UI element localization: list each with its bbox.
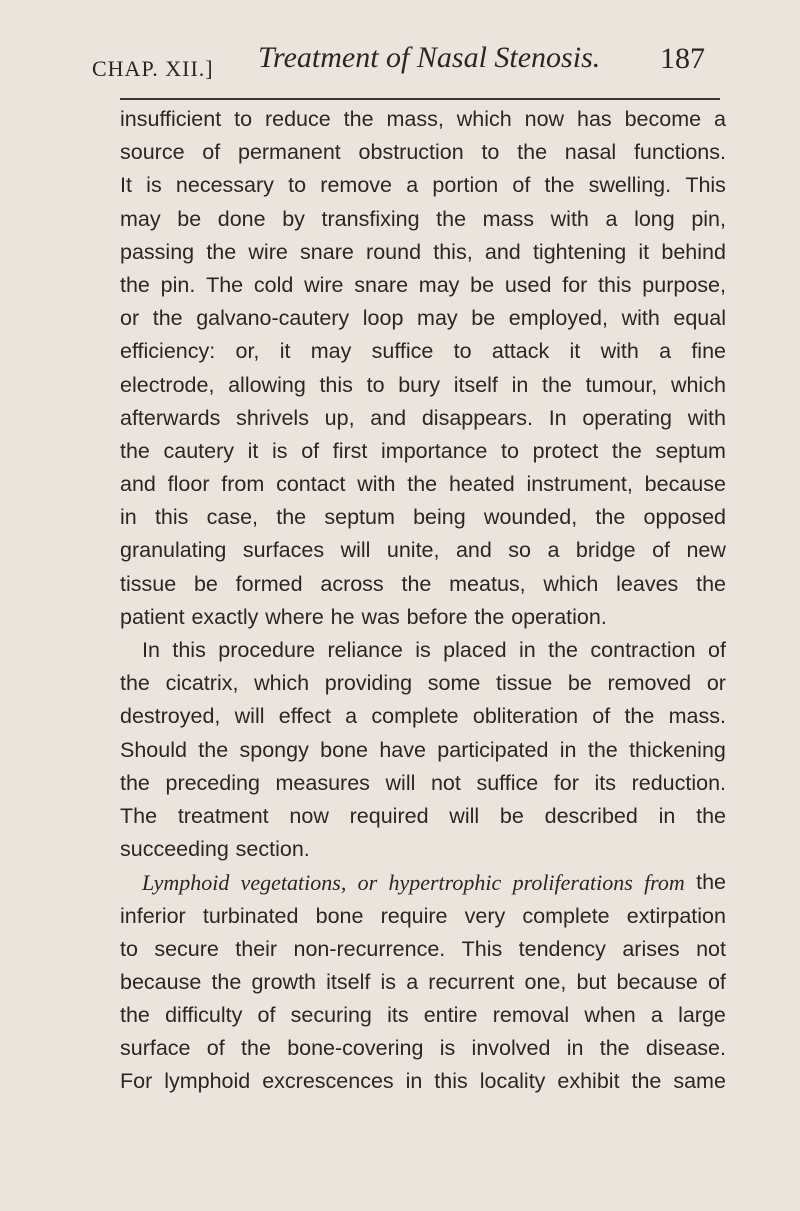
text-line: tissue be formed across the meatus, which leaves the [120, 571, 726, 596]
text-line: For lymphoid excrescences in this locality exhibit the same [120, 1069, 726, 1094]
text-line: efficiency: or, it may suffice to attack it with a fine [120, 339, 726, 364]
text-line: the difficulty of securing its entire removal when a large [120, 1003, 726, 1028]
text-line: the pin. The cold wire snare may be used for this purpose, [120, 272, 726, 297]
text-line: the cautery it is of first importance to protect the septum [120, 438, 726, 463]
text-line: Should the spongy bone have participated in the thickening [120, 737, 726, 762]
text-line: or the galvano-cautery loop may be employed, with equal [120, 306, 726, 331]
running-title: Treatment of Nasal Stenosis. [258, 41, 601, 74]
text-line: granulating surfaces will unite, and so a bridge of new [120, 538, 726, 563]
text-line: to secure their non-recurrence. This tendency arises not [120, 936, 726, 961]
page-number: 187 [660, 42, 705, 75]
text-line: because the growth itself is a recurrent one, but because of [120, 969, 726, 994]
text-line: patient exactly where he was before the operation. [120, 604, 607, 629]
running-head [92, 38, 732, 88]
text-line: It is necessary to remove a portion of the swelling. This [120, 173, 726, 198]
text-line: passing the wire snare round this, and tightening it behind [120, 239, 726, 264]
text-line: surface of the bone-covering is involved in the disease. [120, 1036, 726, 1061]
text-line: The treatment now required will be described in the [120, 803, 726, 828]
text-line: afterwards shrivels up, and disappears. In operating with [120, 405, 726, 430]
text-line: the preceding measures will not suffice for its reduction. [120, 770, 726, 795]
chapter-label: CHAP. XII.] [92, 56, 214, 81]
text-line: and floor from contact with the heated instrument, because [120, 472, 726, 497]
text-line: inferior turbinated bone require very complete extirpation [120, 903, 726, 928]
text-line: insufficient to reduce the mass, which now has become a [120, 107, 726, 131]
text-line: electrode, allowing this to bury itself in the tumour, which [120, 372, 726, 397]
text-line: in this case, the septum being wounded, the opposed [120, 505, 726, 530]
text-line: destroyed, will effect a complete obliteration of the mass. [120, 704, 726, 729]
text-line: Lymphoid vegetations, or hypertrophic proliferations from the [142, 870, 726, 896]
body-text [120, 103, 726, 1099]
text-line: source of permanent obstruction to the nasal functions. [120, 140, 726, 165]
header-rule [120, 98, 720, 100]
text-line: In this procedure reliance is placed in the contraction of [142, 638, 726, 662]
text-line: may be done by transfixing the mass with a long pin, [120, 206, 726, 231]
text-line: the cicatrix, which providing some tissue be removed or [120, 671, 726, 696]
text-line: succeeding section. [120, 837, 310, 862]
